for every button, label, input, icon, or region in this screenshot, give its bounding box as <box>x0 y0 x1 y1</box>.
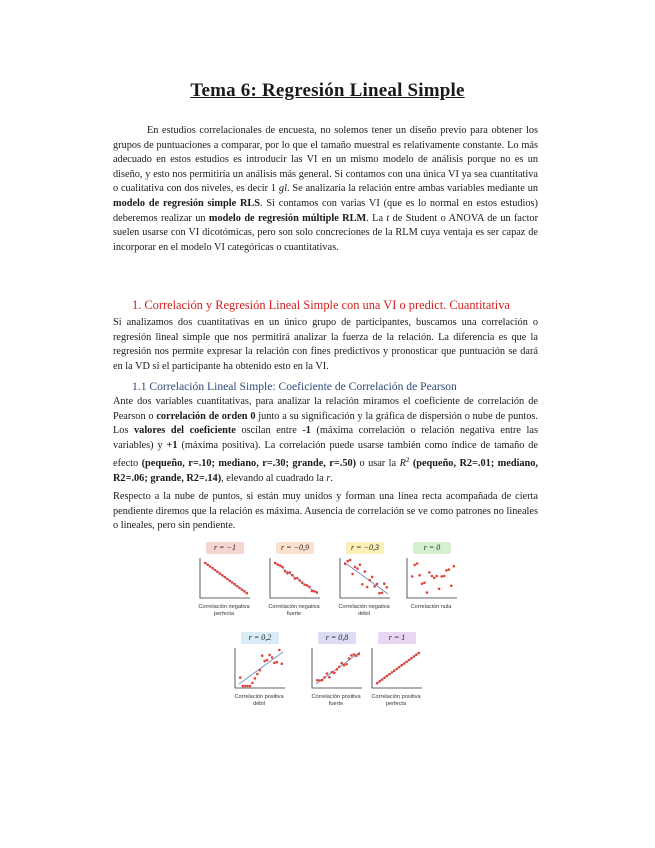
scatter-point <box>241 588 244 591</box>
plot-caption-line: Correlación negativa <box>338 604 390 610</box>
scatter-point <box>273 661 276 664</box>
correlation-badge: r = 0,8 <box>318 632 356 644</box>
axis-lines <box>235 648 285 688</box>
scatter-point <box>246 685 249 688</box>
scatter-point <box>349 559 352 562</box>
scatter-plot <box>308 632 364 714</box>
trend-line <box>344 562 388 594</box>
scatter-point <box>274 562 277 565</box>
scatter-point <box>303 583 306 586</box>
scatter-point <box>340 662 343 665</box>
scatter-point <box>371 576 374 579</box>
scatter-point <box>391 671 394 674</box>
scatter-point <box>346 560 349 563</box>
scatter-point <box>356 567 359 570</box>
plot-caption <box>223 694 295 708</box>
scatter-axes <box>196 556 252 600</box>
scatter-point <box>423 581 426 584</box>
scatter-point <box>431 575 434 578</box>
scatter-point <box>279 564 282 567</box>
plot-caption-line: Correlación negativa <box>268 604 320 610</box>
scatter-point <box>333 672 336 675</box>
scatter-point <box>281 566 284 569</box>
scatter-point <box>271 656 274 659</box>
scatter-point <box>386 675 389 678</box>
plot-caption-line: débil <box>253 701 265 707</box>
scatter-point <box>359 563 362 566</box>
scatter-point <box>376 583 379 586</box>
scatter-point <box>243 590 246 593</box>
scatter-point <box>361 583 364 586</box>
scatter-plot <box>403 542 459 624</box>
scatter-axes <box>336 556 392 600</box>
scatter-point <box>244 685 247 688</box>
scatter-point <box>350 654 353 657</box>
scatter-point <box>381 678 384 681</box>
scatter-point <box>211 567 214 570</box>
scatter-point <box>268 654 271 657</box>
plot-caption <box>188 604 260 618</box>
scatter-point <box>239 676 242 679</box>
scatter-point <box>338 666 341 669</box>
scatter-point <box>398 666 401 669</box>
scatter-point <box>354 566 357 569</box>
scatter-point <box>393 669 396 672</box>
scatter-point <box>313 590 316 593</box>
scatter-point <box>226 578 229 581</box>
scatter-point <box>435 575 438 578</box>
scatter-point <box>281 663 284 666</box>
scatter-point <box>445 569 448 572</box>
scatter-point <box>263 660 266 663</box>
scatter-point <box>321 679 324 682</box>
scatter-point <box>311 590 314 593</box>
scatter-point <box>403 662 406 665</box>
scatter-plot <box>336 542 392 624</box>
scatter-point <box>418 652 421 655</box>
scatter-point <box>276 661 279 664</box>
scatter-point <box>289 571 292 574</box>
scatter-point <box>336 668 339 671</box>
scatter-point <box>228 579 231 582</box>
scatter-point <box>259 669 262 672</box>
plot-caption-line: débil <box>358 611 370 617</box>
scatter-point <box>296 577 299 580</box>
scatter-point <box>246 592 249 595</box>
scatter-point <box>396 668 399 671</box>
scatter-plot <box>196 542 252 624</box>
scatter-point <box>216 571 219 574</box>
scatter-plot <box>368 632 424 714</box>
correlation-badge: r = 0,2 <box>241 632 279 644</box>
scatter-point <box>291 574 294 577</box>
scatter-axes <box>403 556 459 600</box>
scatter-point <box>348 657 351 660</box>
scatter-point <box>323 676 326 679</box>
plot-caption <box>395 604 467 611</box>
plot-caption <box>360 694 432 708</box>
scatter-point <box>316 679 319 682</box>
scatter-point <box>261 654 264 657</box>
plot-caption-line: Correlación positiva <box>371 694 421 700</box>
scatter-point <box>206 563 209 566</box>
scatter-point <box>353 653 356 656</box>
scatter-point <box>308 586 311 589</box>
scatter-point <box>233 583 236 586</box>
scatter-point <box>326 672 329 675</box>
scatter-point <box>448 568 451 571</box>
scatter-point <box>373 585 376 588</box>
scatter-point <box>440 575 443 578</box>
scatter-point <box>249 685 252 688</box>
plot-caption-line: fuerte <box>328 701 344 707</box>
section-1-heading: 1. Correlación y Regresión Lineal Simple con una VI o predict. Cuantitativa <box>132 298 510 312</box>
scatter-point <box>219 572 222 575</box>
plot-caption-line: Correlación nula <box>410 604 452 610</box>
plot-caption <box>258 604 330 618</box>
scatter-point <box>256 673 259 676</box>
plot-caption-line: Correlación positiva <box>234 694 284 700</box>
scatter-point <box>306 584 309 587</box>
scatter-point <box>221 574 224 577</box>
section-1-paragraph: Si analizamos dos cuantitativas en un único grupo de participantes, buscamos una correlación o regresión lineal simple que nos permitirá analizar la fuerza de la relación. La diferencia es que la regresión nos permite expresar la relación con fines predictivos y pronosticar que puntuación se dará en la VD si el participante ha obtenido esto en la VI. <box>113 317 538 372</box>
scatter-point <box>364 570 367 573</box>
scatter-axes <box>231 646 287 690</box>
scatter-point <box>238 587 241 590</box>
scatter-point <box>421 583 424 586</box>
scatter-point <box>381 592 384 595</box>
scatter-point <box>204 562 207 565</box>
scatter-point <box>450 585 453 588</box>
scatter-point <box>415 653 418 656</box>
correlation-badge: r = −1 <box>206 542 244 554</box>
scatter-point <box>433 577 436 580</box>
plot-caption-line: fuerte <box>286 611 302 617</box>
scatter-point <box>278 649 281 652</box>
scatter-point <box>284 570 287 573</box>
scatter-point <box>351 573 354 576</box>
scatter-point <box>438 588 441 591</box>
scatter-point <box>428 571 431 574</box>
scatter-point <box>378 592 381 595</box>
scatter-point <box>345 663 348 666</box>
scatter-point <box>408 659 411 662</box>
scatter-point <box>343 664 346 667</box>
scatter-point <box>376 682 379 685</box>
page-title: Tema 6: Regresión Lineal Simple <box>190 80 465 101</box>
plot-caption <box>328 604 400 618</box>
scatter-point <box>366 586 369 589</box>
scatter-point <box>358 653 361 656</box>
scatter-point <box>355 655 358 658</box>
scatter-axes <box>308 646 364 690</box>
scatter-point <box>214 569 217 572</box>
scatter-point <box>224 576 227 579</box>
scatter-point <box>254 677 257 680</box>
scatter-point <box>286 572 289 575</box>
plot-caption-line: Correlación negativa <box>198 604 250 610</box>
scatter-point <box>301 581 304 584</box>
plot-caption-line: perfecta <box>213 611 235 617</box>
scatter-point <box>386 586 389 589</box>
scatter-point <box>298 579 301 582</box>
correlation-badge: r = −0,3 <box>346 542 384 554</box>
pearson-paragraph: Ante dos variables cuantitativas, para analizar la relación miramos el coeficiente de correlación de Pearson o correlación de orden 0 junto a su significación y la gráfica de dispersión o nube de puntos. Los valores del coeficiente oscilan entre -1 (máxima correlación o relación negativa entre las variables) y +1 (máxima positiva). La correlación puede usarse también como índice de tamaño de efecto (pequeño, r=.10; mediano, r=.30; grande, r=.50) o usar la $R^2$ (pequeño, R2=.01; mediano, R2=.06; grande, R2=.14), elevando al cuadrado la r. <box>113 396 539 484</box>
scatter-point <box>443 575 446 578</box>
scatter-point <box>411 575 414 578</box>
correlation-badge: r = −0,9 <box>276 542 314 554</box>
scatter-point <box>410 657 413 660</box>
scatter-point <box>413 564 416 567</box>
scatter-point <box>383 582 386 585</box>
intro-paragraph: En estudios correlacionales de encuesta, no solemos tener un diseño previo para obtener los grupos de puntuaciones a comparar, por lo que el tamaño muestral es relativamente constante. Lo más adecuado en estos estudios es introducir las VI en un mismo modelo de análisis porque no es un diseño, y esto nos permitiría un análisis más general. Si contamos con una única VI ya sea cuantitativa o cualitativa con dos niveles, es decir 1 gl. Se analizaría la relación entre ambas variables mediante un modelo de regresión simple RLS. Si contamos con varias VI (que es lo normal en estos estudios) deberemos realizar un modelo de regresión múltiple RLM. La t de Student o ANOVA de un factor suelen usarse con VI dicotómicas, pero son solo concreciones de la RLM cuya ventaja es ser capaz de incorporar en el modelo VI categóricas o cuantitativas. <box>113 125 539 253</box>
scatter-point <box>276 563 279 566</box>
scatter-point <box>209 565 212 568</box>
scatter-point <box>426 591 429 594</box>
scatter-point <box>331 671 334 674</box>
scatter-point <box>266 659 269 662</box>
scatter-point <box>388 673 391 676</box>
scatter-point <box>416 562 419 565</box>
plot-caption-line: perfecta <box>385 701 407 707</box>
scatter-paragraph: Respecto a la nube de puntos, si están muy unidos y forman una línea recta acompañada de cierta pendiente diremos que la relación es máxima. Ausencia de correlación se ve como patrones no lineales o lineales, pero sin pendiente. <box>113 491 538 532</box>
scatter-point <box>383 677 386 680</box>
scatter-axes <box>266 556 322 600</box>
scatter-point <box>318 679 321 682</box>
scatter-point <box>418 574 421 577</box>
scatter-point <box>453 565 456 568</box>
scatter-point <box>236 585 239 588</box>
scatter-point <box>413 655 416 658</box>
scatter-plot <box>266 542 322 624</box>
scatter-point <box>294 577 297 580</box>
scatter-point <box>378 680 381 683</box>
scatter-point <box>344 563 347 566</box>
correlation-badge: r = 1 <box>378 632 416 644</box>
scatter-point <box>328 676 331 679</box>
scatter-point <box>405 661 408 664</box>
scatter-point <box>231 581 234 584</box>
plot-caption-line: Correlación positiva <box>311 694 361 700</box>
scatter-point <box>251 682 254 685</box>
scatter-point <box>241 685 244 688</box>
trend-line <box>239 652 283 684</box>
scatter-axes <box>368 646 424 690</box>
section-1-1-heading: 1.1 Correlación Lineal Simple: Coeficiente de Correlación de Pearson <box>132 380 457 393</box>
scatter-point <box>368 579 371 582</box>
scatter-point <box>316 591 319 594</box>
scatter-plot <box>231 632 287 714</box>
scatter-point <box>400 664 403 667</box>
correlation-badge: r = 0 <box>413 542 451 554</box>
